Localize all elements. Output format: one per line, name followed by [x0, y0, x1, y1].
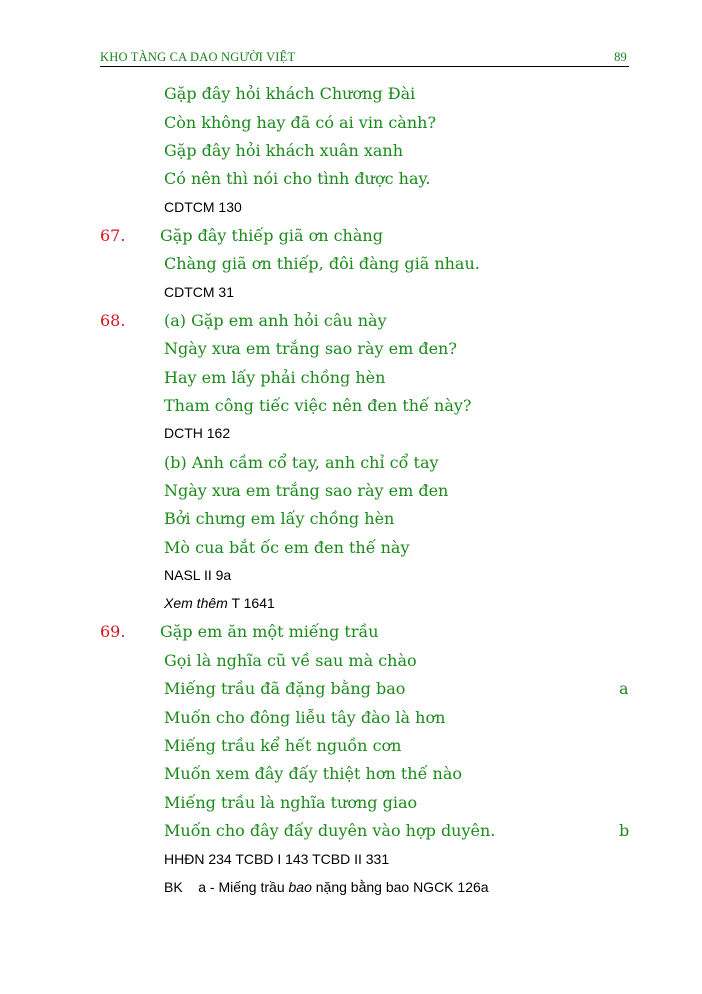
source-citation: HHĐN 234 TCBD I 143 TCBD II 331 [164, 851, 390, 867]
source-citation: DCTH 162 [164, 425, 231, 441]
verse-line: Miếng trầu đã đặng bằng bao [164, 679, 406, 698]
entry-number: 69. [100, 622, 126, 641]
verse-line: Miếng trầu kể hết nguồn cơn [164, 736, 402, 755]
verse-line: Mò cua bắt ốc em đen thế này [164, 538, 410, 557]
verse-line: Muốn cho đông liễu tây đào là hơn [164, 708, 446, 727]
verse-line: Gặp đây hỏi khách xuân xanh [164, 141, 404, 160]
verse-line: (b) Anh cầm cổ tay, anh chỉ cổ tay [164, 453, 439, 472]
verse-line: Còn không hay đã có ai vin cành? [164, 113, 437, 132]
see-also-target: T 1641 [227, 595, 275, 611]
verse-line: Gặp em ăn một miếng trầu [160, 622, 379, 641]
verse-line: Hay em lấy phải chồng hèn [164, 368, 386, 387]
entry-number: 67. [100, 226, 126, 245]
verse-line: Miếng trầu là nghĩa tương giao [164, 793, 418, 812]
verse-line: Muốn cho đây đấy duyên vào hợp duyên. [164, 821, 496, 840]
verse-line: Ngày xưa em trắng sao rày em đen? [164, 339, 457, 358]
verse-line: Ngày xưa em trắng sao rày em đen [164, 481, 449, 500]
verse-line: Gặp đây hỏi khách Chương Đài [164, 84, 416, 103]
variant-note-italic: bao [288, 879, 312, 895]
entry-number: 68. [100, 311, 126, 330]
see-also-reference [164, 595, 275, 611]
page-number: 89 [614, 50, 627, 64]
variant-note [164, 879, 489, 895]
source-citation: CDTCM 130 [164, 199, 242, 215]
verse-line: Chàng giã ơn thiếp, đôi đàng giã nhau. [164, 254, 480, 273]
verse-line: Bởi chưng em lấy chồng hèn [164, 509, 395, 528]
variant-marker: b [619, 821, 630, 840]
verse-line: (a) Gặp em anh hỏi câu này [164, 311, 387, 330]
verse-line: Muốn xem đây đấy thiệt hơn thế nào [164, 764, 462, 783]
source-citation: CDTCM 31 [164, 284, 235, 300]
variant-note-text: BK a - Miếng trầu [164, 879, 289, 895]
verse-line: Gọi là nghĩa cũ về sau mà chào [164, 651, 417, 670]
see-also-label: Xem thêm [164, 595, 228, 611]
verse-line: Gặp đây thiếp giã ơn chàng [160, 226, 383, 245]
verse-line: Có nên thì nói cho tình được hay. [164, 169, 431, 188]
book-title: KHO TÀNG CA DAO NGƯỜI VIỆT [100, 50, 296, 64]
source-citation: NASL II 9a [164, 567, 232, 583]
variant-marker: a [619, 679, 629, 698]
verse-line: Tham công tiếc việc nên đen thế này? [164, 396, 472, 415]
running-header [100, 48, 629, 67]
variant-note-text: nặng bằng bao NGCK 126a [311, 879, 489, 895]
